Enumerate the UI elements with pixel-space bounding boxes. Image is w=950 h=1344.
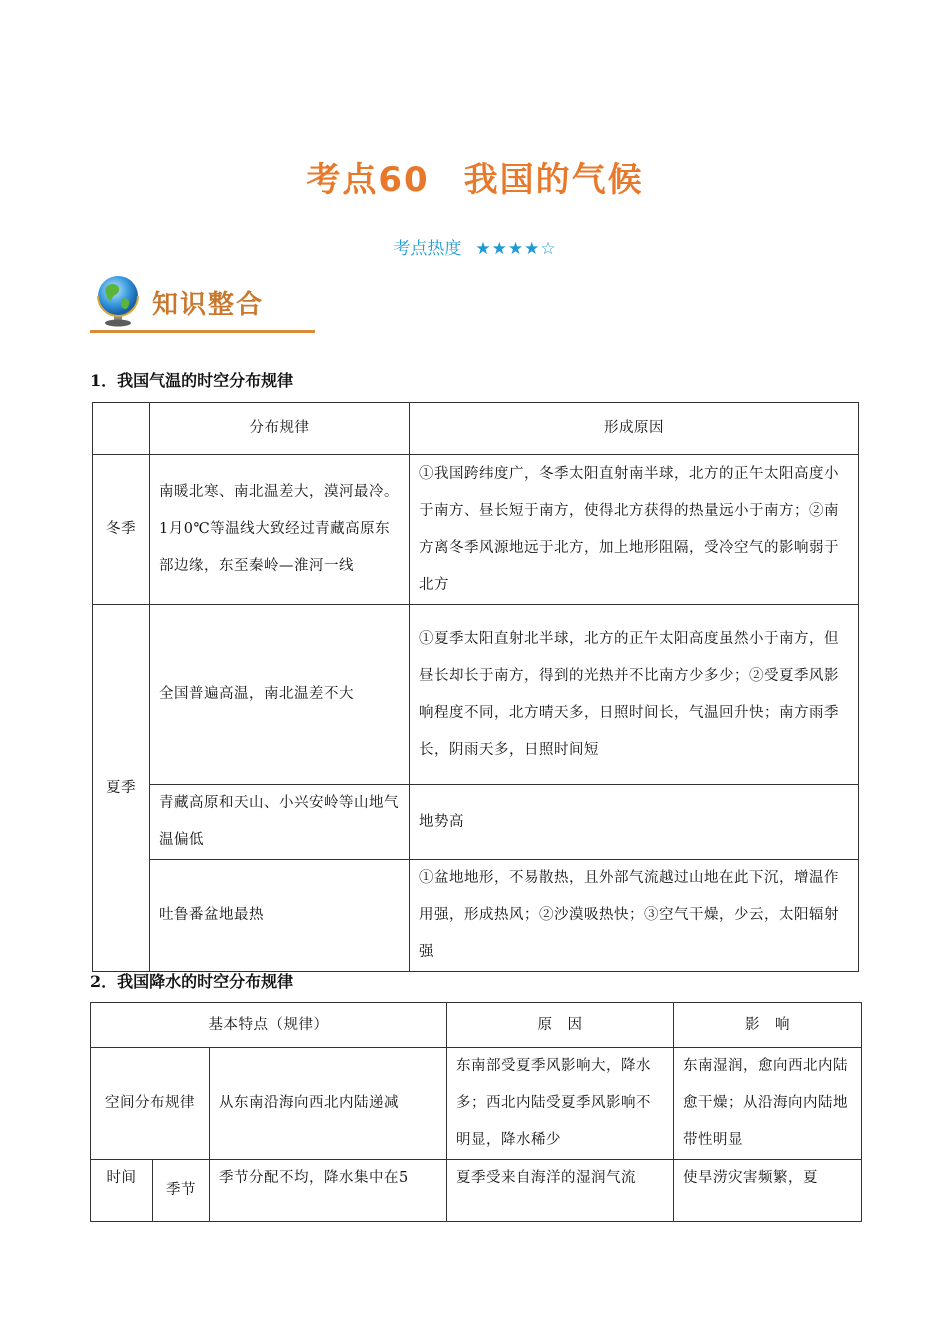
precipitation-table (90, 1002, 862, 1222)
star-rating: ★★★★☆ (475, 239, 557, 259)
section-underline (90, 330, 315, 333)
heading-temperature (90, 368, 293, 391)
season-impact: 使旱涝灾害频繁，夏 (674, 1160, 862, 1222)
globe-icon (90, 272, 146, 328)
table-row (93, 785, 859, 860)
winter-cause: ①我国跨纬度广，冬季太阳直射南半球，北方的正午太阳高度小于南方、昼长短于南方，使得北方获得的热量远小于南方；②南方离冬季风源地远于北方，加上地形阻隔，受冷空气的影响弱于北方 (410, 455, 859, 605)
section-header (90, 270, 315, 336)
header-pattern: 分布规律 (150, 403, 410, 455)
spatial-pattern: 从东南沿海向西北内陆递减 (210, 1048, 447, 1160)
summer-cause-1: ①夏季太阳直射北半球，北方的正午太阳高度虽然小于南方，但昼长却长于南方，得到的光热并不比南方少多少；②受夏季风影响程度不同，北方晴天多，日照时间长，气温回升快；南方雨季长，阴雨天多，日照时间短 (410, 605, 859, 785)
winter-pattern: 南暖北寒、南北温差大，漠河最冷。1月0℃等温线大致经过青藏高原东部边缘，东至秦岭—淮河一线 (150, 455, 410, 605)
winter-label: 冬季 (93, 455, 150, 605)
heading-text: 我国气温的时空分布规律 (117, 371, 294, 390)
table-row (93, 605, 859, 785)
summer-pattern-3: 吐鲁番盆地最热 (150, 860, 410, 972)
table-header-row (91, 1003, 862, 1048)
summer-pattern-2: 青藏高原和天山、小兴安岭等山地气温偏低 (150, 785, 410, 860)
table-row (91, 1160, 862, 1222)
summer-cause-2: 地势高 (410, 785, 859, 860)
season-cause: 夏季受来自海洋的湿润气流 (447, 1160, 674, 1222)
spatial-label: 空间分布规律 (91, 1048, 210, 1160)
heading-number: 1． (90, 371, 118, 390)
spatial-impact: 东南湿润，愈向西北内陆愈干燥；从沿海向内陆地带性明显 (674, 1048, 862, 1160)
header-impact: 影 响 (674, 1003, 862, 1048)
title-part-1: 考点60 (306, 160, 430, 200)
heat-label: 考点热度 (393, 239, 462, 259)
header-features: 基本特点（规律） (91, 1003, 447, 1048)
header-cause: 原 因 (447, 1003, 674, 1048)
table-header-row (93, 403, 859, 455)
title-part-2: 我国的气候 (463, 160, 644, 200)
table-row (91, 1048, 862, 1160)
heading-precipitation (90, 969, 293, 992)
table-row (93, 860, 859, 972)
corner-cell (93, 403, 150, 455)
summer-cause-3: ①盆地地形，不易散热，且外部气流越过山地在此下沉，增温作用强，形成热风；②沙漠吸热快；③空气干燥，少云，太阳辐射强 (410, 860, 859, 972)
temperature-table (92, 402, 859, 972)
summer-label: 夏季 (93, 605, 150, 972)
season-label: 季节 (153, 1160, 210, 1222)
summer-pattern-1: 全国普遍高温，南北温差不大 (150, 605, 410, 785)
spatial-cause: 东南部受夏季风影响大，降水多；西北内陆受夏季风影响不明显，降水稀少 (447, 1048, 674, 1160)
table-row (93, 455, 859, 605)
section-title: 知识整合 (152, 290, 265, 320)
page-title (0, 152, 950, 201)
heading-number: 2． (90, 972, 118, 991)
season-pattern: 季节分配不均，降水集中在5 (210, 1160, 447, 1222)
time-label: 时间 (91, 1160, 153, 1222)
heading-text: 我国降水的时空分布规律 (117, 972, 294, 991)
header-cause: 形成原因 (410, 403, 859, 455)
heat-rating (0, 234, 950, 259)
